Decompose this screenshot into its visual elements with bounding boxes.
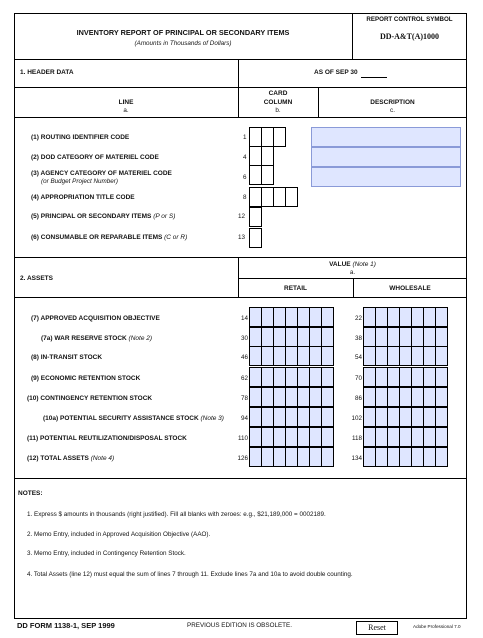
asset-row-label: (11) POTENTIAL REUTILIZATION/DISPOSAL STOCK [27, 435, 187, 442]
rcs-label: REPORT CONTROL SYMBOL [366, 16, 453, 23]
retail-card-column: 46 [240, 354, 248, 361]
wholesale-digit-box[interactable] [435, 346, 448, 366]
description-field-1[interactable] [311, 127, 461, 147]
row-principal-label: (5) PRINCIPAL OR SECONDARY ITEMS (P or S) [31, 213, 176, 220]
retail-digit-box[interactable] [321, 346, 334, 366]
col-card-sub: b. [275, 107, 281, 114]
card-box-13[interactable] [249, 228, 262, 248]
card-box-12[interactable] [249, 207, 262, 227]
section1-rule [14, 87, 467, 88]
card-box-3[interactable] [273, 127, 286, 147]
notes-title: NOTES: [18, 490, 43, 497]
asset-row-label: (7a) WAR RESERVE STOCK (Note 2) [41, 335, 153, 342]
wholesale-digit-box[interactable] [435, 367, 448, 387]
description-field-3[interactable] [311, 167, 461, 187]
asset-row-label: (12) TOTAL ASSETS (Note 4) [27, 455, 115, 462]
previous-edition: PREVIOUS EDITION IS OBSOLETE. [187, 622, 292, 629]
form-subtitle: (Amounts in Thousands of Dollars) [134, 40, 232, 47]
section1-title: 1. HEADER DATA [20, 69, 74, 76]
asset-row-label: (7) APPROVED ACQUISITION OBJECTIVE [31, 315, 160, 322]
wholesale-digit-box[interactable] [435, 307, 448, 327]
retail-digit-box[interactable] [321, 327, 334, 347]
wholesale-card-column: 38 [354, 335, 362, 342]
row-consumable-label: (6) CONSUMABLE OR REPARABLE ITEMS (C or R) [31, 234, 188, 241]
wholesale-digit-box[interactable] [435, 427, 448, 447]
asset-row-label: (10) CONTINGENCY RETENTION STOCK [27, 395, 153, 402]
retail-header: RETAIL [284, 285, 307, 292]
row-routing-col: 1 [243, 134, 247, 141]
note-2: 2. Memo Entry, included in Approved Acquisition Objective (AAO). [27, 531, 211, 538]
retail-card-column: 94 [240, 415, 248, 422]
row-principal-col: 12 [238, 213, 246, 220]
row-routing-label: (1) ROUTING IDENTIFIER CODE [31, 134, 130, 141]
form-number: DD FORM 1138-1, SEP 1999 [17, 621, 115, 630]
row-appropriation-col: 8 [243, 194, 247, 201]
retail-digit-box[interactable] [321, 307, 334, 327]
as-of-field[interactable] [361, 67, 387, 78]
value-header: VALUE (Note 1) [329, 261, 376, 268]
retail-card-column: 30 [240, 335, 248, 342]
wholesale-card-column: 54 [354, 354, 362, 361]
wholesale-digit-box[interactable] [435, 387, 448, 407]
row-agency-sub: (or Budget Project Number) [41, 178, 118, 185]
section2-bottom-rule [14, 478, 467, 479]
row-agency-col: 6 [243, 174, 247, 181]
row-appropriation-label: (4) APPROPRIATION TITLE CODE [31, 194, 135, 201]
adobe-label: Adobe Professional 7.0 [413, 624, 461, 629]
header-bottom-rule [14, 59, 467, 60]
wholesale-card-column: 86 [354, 395, 362, 402]
reset-button[interactable]: Reset [356, 621, 398, 635]
asset-row-label: (9) ECONOMIC RETENTION STOCK [31, 375, 141, 382]
row-dod-col: 4 [243, 154, 247, 161]
wholesale-header: WHOLESALE [389, 285, 431, 292]
retail-card-column: 62 [240, 375, 248, 382]
retail-digit-box[interactable] [321, 407, 334, 427]
section1-header-rule [14, 117, 467, 118]
retail-digit-box[interactable] [321, 367, 334, 387]
asset-row-label: (10a) POTENTIAL SECURITY ASSISTANCE STOCK (Note 3) [43, 415, 224, 422]
card-box-7[interactable] [261, 165, 274, 185]
section1-bottom-rule [14, 257, 467, 258]
col-card-header-1: CARD [268, 90, 288, 97]
retail-digit-box[interactable] [321, 427, 334, 447]
col-desc-header: DESCRIPTION [370, 99, 415, 106]
note-4: 4. Total Assets (line 12) must equal the sum of lines 7 through 11. Exclude lines 7a and 10a to avoid double counting. [27, 571, 353, 578]
form-title: INVENTORY REPORT OF PRINCIPAL OR SECONDARY ITEMS [76, 28, 290, 37]
col-line-header: LINE [118, 99, 134, 106]
wholesale-digit-box[interactable] [435, 327, 448, 347]
card-box-11[interactable] [285, 187, 298, 207]
note-1: 1. Express $ amounts in thousands (right justified). Fill all blanks with zeroes: e.g., $21,189,000 = 0002189. [27, 511, 326, 518]
col-card-header-2: COLUMN [263, 99, 293, 106]
row-agency-label: (3) AGENCY CATEGORY OF MATERIEL CODE [31, 170, 172, 177]
row-dod-label: (2) DOD CATEGORY OF MATERIEL CODE [31, 154, 159, 161]
retail-card-column: 110 [237, 435, 248, 442]
wholesale-card-column: 70 [354, 375, 362, 382]
section1-divider [238, 59, 239, 87]
asset-row-label: (8) IN-TRANSIT STOCK [31, 354, 103, 361]
assets-header-rule [14, 297, 467, 298]
wholesale-digit-box[interactable] [435, 447, 448, 467]
note-3: 3. Memo Entry, included in Contingency Retention Stock. [27, 550, 186, 557]
section2-title: 2. ASSETS [20, 275, 53, 282]
wholesale-digit-box[interactable] [435, 407, 448, 427]
card-box-5[interactable] [261, 146, 274, 166]
col-line-sub: a. [123, 107, 129, 114]
wholesale-card-column: 134 [351, 455, 362, 462]
as-of-label: AS OF SEP 30 [314, 69, 358, 76]
retail-digit-box[interactable] [321, 387, 334, 407]
retail-digit-box[interactable] [321, 447, 334, 467]
retail-card-column: 78 [240, 395, 248, 402]
description-field-2[interactable] [311, 147, 461, 167]
value-sub: a. [349, 269, 356, 276]
retail-card-column: 126 [237, 455, 248, 462]
retail-card-column: 14 [240, 315, 248, 322]
wholesale-card-column: 118 [351, 435, 362, 442]
wholesale-card-column: 102 [351, 415, 362, 422]
rcs-value: DD-A&T(A)1000 [379, 32, 440, 41]
row-consumable-col: 13 [238, 234, 246, 241]
wholesale-card-column: 22 [354, 315, 362, 322]
col-desc-sub: c. [390, 107, 395, 114]
